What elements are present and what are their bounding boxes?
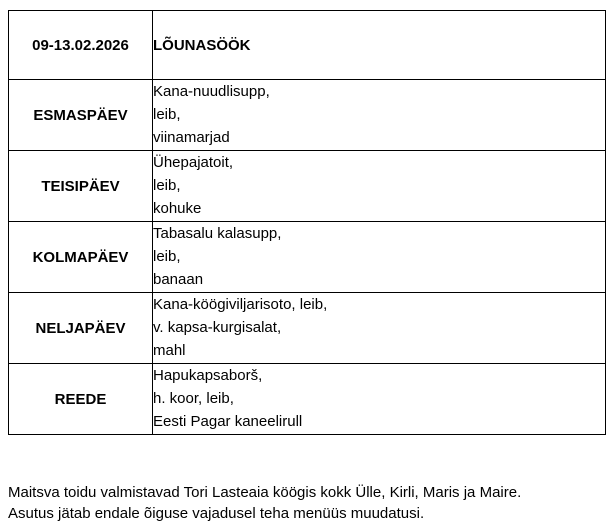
day-name: TEISIPÄEV: [9, 151, 153, 222]
food-item: Hapukapsaborš,: [153, 367, 263, 384]
lunch-menu-table: [8, 10, 606, 435]
menu-title: LÕUNASÖÖK: [153, 11, 606, 80]
footer-note: [8, 482, 521, 524]
food-items: [153, 222, 606, 293]
day-row-wednesday: [9, 222, 606, 293]
day-name: ESMASPÄEV: [9, 80, 153, 151]
date-range: 09-13.02.2026: [9, 11, 153, 80]
footer-line-disclaimer: Asutus jätab endale õiguse vajadusel teha menüüs muudatusi.: [8, 505, 425, 522]
food-item: banaan: [153, 271, 204, 288]
food-item: v. kapsa-kurgisalat,: [153, 319, 282, 336]
food-item: Kana-nuudlisupp,: [153, 83, 270, 100]
food-item: viinamarjad: [153, 129, 230, 146]
food-item: leib,: [153, 106, 181, 123]
food-item: Tabasalu kalasupp,: [153, 225, 282, 242]
food-item: Eesti Pagar kaneelirull: [153, 413, 303, 430]
food-item: Ühepajatoit,: [153, 154, 234, 171]
day-row-thursday: [9, 293, 606, 364]
food-item: h. koor, leib,: [153, 390, 234, 407]
food-item: Kana-köögiviljarisoto, leib,: [153, 296, 328, 313]
day-name: NELJAPÄEV: [9, 293, 153, 364]
food-items: [153, 80, 606, 151]
menu-header-row: [9, 11, 606, 80]
day-row-tuesday: [9, 151, 606, 222]
day-name: REEDE: [9, 364, 153, 435]
day-row-friday: [9, 364, 606, 435]
food-items: [153, 293, 606, 364]
footer-line-cooks: Maitsva toidu valmistavad Tori Lasteaia köögis kokk Ülle, Kirli, Maris ja Maire.: [8, 484, 522, 501]
food-item: kohuke: [153, 200, 202, 217]
food-items: [153, 364, 606, 435]
food-item: leib,: [153, 248, 181, 265]
food-item: leib,: [153, 177, 181, 194]
food-item: mahl: [153, 342, 186, 359]
day-row-monday: [9, 80, 606, 151]
food-items: [153, 151, 606, 222]
day-name: KOLMAPÄEV: [9, 222, 153, 293]
